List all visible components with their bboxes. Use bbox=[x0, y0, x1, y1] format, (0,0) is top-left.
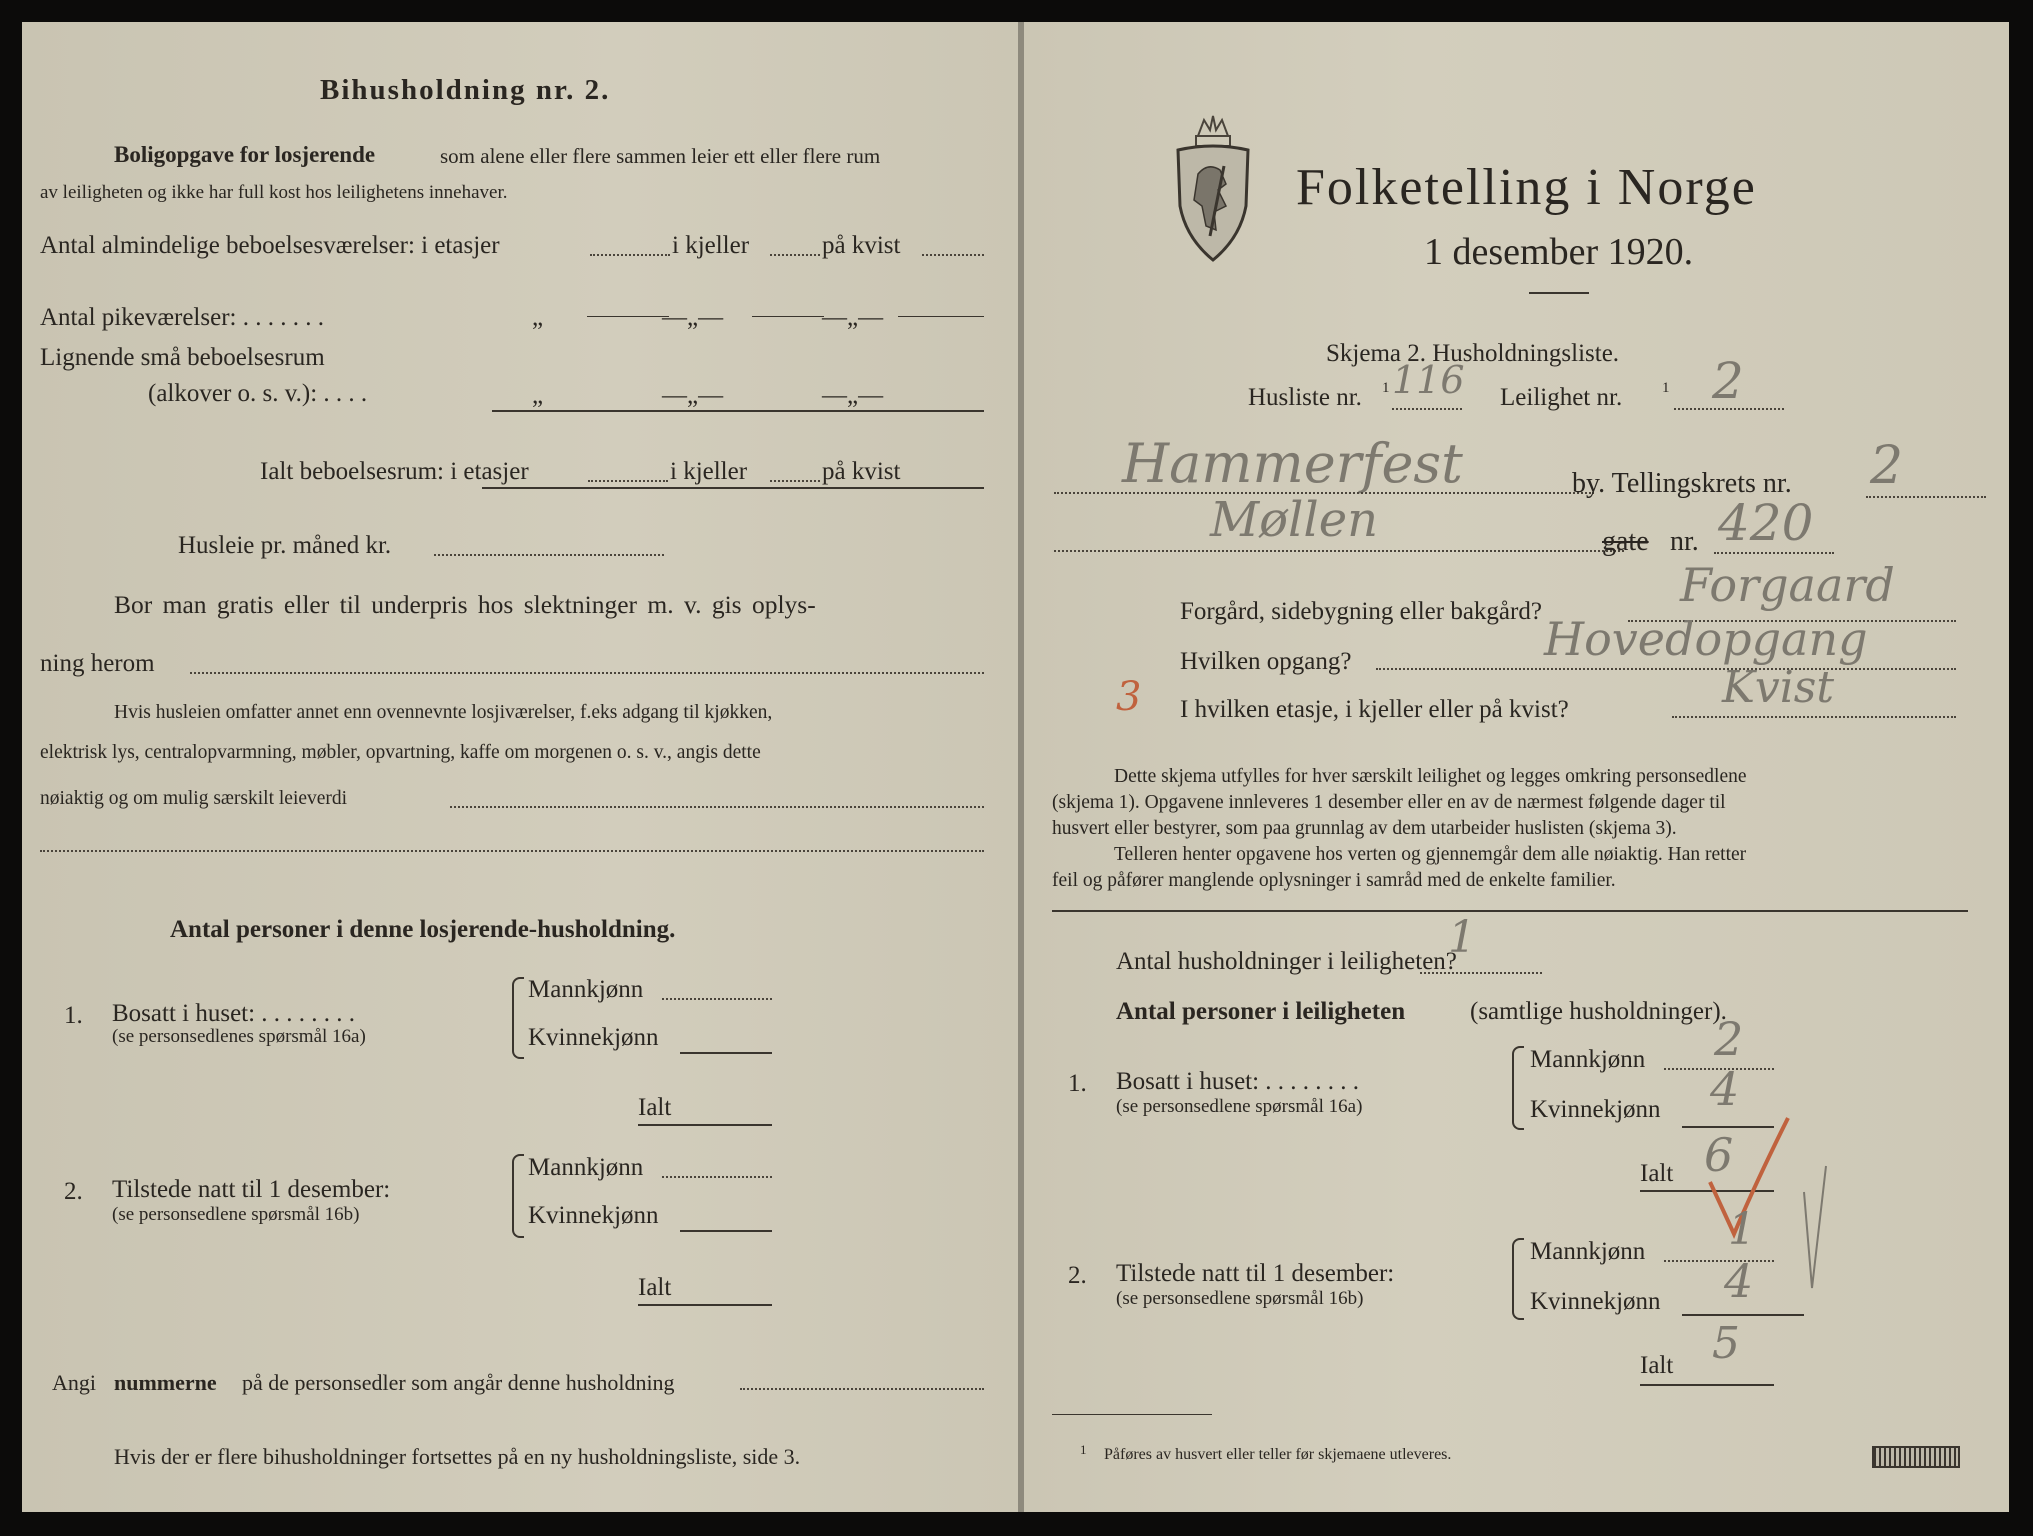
left-q1-mann: Mannkjønn bbox=[528, 976, 644, 1003]
rooms-kvist-line[interactable] bbox=[922, 254, 984, 256]
husleie-label: Husleie pr. måned kr. bbox=[178, 532, 392, 559]
leilighet-line bbox=[1674, 408, 1784, 410]
small-para-line2: elektrisk lys, centralopvarmning, møbler, opvartning, kaffe om morgenen o. s. v., angis dette bbox=[40, 742, 761, 763]
left-q1-ialt-line[interactable] bbox=[638, 1124, 772, 1126]
info-line3: husvert eller bestyrer, som paa grunnlag av dem utarbeider huslisten (skjema 3). bbox=[1052, 818, 1677, 839]
right-q2-ialt: Ialt bbox=[1640, 1352, 1674, 1379]
right-q1-ialt-value[interactable]: 6 bbox=[1704, 1128, 1734, 1182]
leilighet-label: Leilighet nr. bbox=[1500, 384, 1623, 411]
right-q2-ialt-line bbox=[1640, 1384, 1774, 1386]
right-q1-ialt: Ialt bbox=[1640, 1160, 1674, 1187]
left-q2-brace bbox=[512, 1154, 524, 1238]
gate-label: gate bbox=[1602, 526, 1649, 557]
right-q1-label: Bosatt i huset: . . . . . . . . bbox=[1116, 1068, 1360, 1095]
footnote-rule bbox=[1052, 1414, 1212, 1415]
small-para-line3: nøiaktig og om mulig særskilt leieverdi bbox=[40, 788, 348, 809]
info-line1: Dette skjema utfylles for hver særskilt leilighet og legges omkring personsedlene bbox=[1114, 766, 1747, 787]
left-q2-kvinne-line[interactable] bbox=[680, 1230, 772, 1232]
opgang-line bbox=[1376, 668, 1956, 670]
intro-bold: Boligopgave for losjerende bbox=[114, 142, 376, 167]
right-q1-mann: Mannkjønn bbox=[1530, 1046, 1646, 1073]
street-line bbox=[1054, 550, 1624, 552]
info-rule bbox=[1052, 910, 1968, 912]
left-q2-mann-line[interactable] bbox=[662, 1176, 772, 1178]
right-q1-kvinne: Kvinnekjønn bbox=[1530, 1096, 1661, 1123]
left-q2-mann: Mannkjønn bbox=[528, 1154, 644, 1181]
right-persons-bold: Antal personer i leiligheten bbox=[1116, 998, 1406, 1025]
alkover-ditto-2: —„— bbox=[662, 382, 724, 409]
leilighet-value[interactable]: 2 bbox=[1712, 352, 1744, 410]
alkover-ditto: „ bbox=[532, 382, 544, 409]
left-q1-sub: (se personsedlenes spørsmål 16a) bbox=[112, 1026, 366, 1047]
footnote-num: 1 bbox=[1080, 1442, 1087, 1457]
left-q1-ialt: Ialt bbox=[638, 1094, 672, 1121]
left-q2-ialt: Ialt bbox=[638, 1274, 672, 1301]
left-q1-kvinne: Kvinnekjønn bbox=[528, 1024, 659, 1051]
angi-line[interactable] bbox=[740, 1388, 984, 1390]
right-q1-num: 1. bbox=[1068, 1070, 1087, 1097]
left-q1-brace bbox=[512, 977, 524, 1059]
pike-line-2[interactable] bbox=[752, 316, 824, 317]
leieverdi-line-2[interactable] bbox=[40, 850, 984, 852]
nr-line bbox=[1714, 552, 1834, 554]
info-line4: Telleren henter opgavene hos verten og gjennemgår dem alle nøiaktig. Han retter bbox=[1114, 844, 1747, 865]
hush-label: Antal husholdninger i leiligheten? bbox=[1116, 948, 1457, 975]
census-title: Folketelling i Norge bbox=[1296, 159, 1757, 216]
lignende-label: Lignende små beboelsesrum bbox=[40, 344, 325, 371]
gratis-line1: Bor man gratis eller til underpris hos slektninger m. v. gis oplys- bbox=[114, 590, 816, 619]
alkover-ditto-3: —„— bbox=[822, 382, 884, 409]
info-line2: (skjema 1). Opgavene innleveres 1 desember eller en av de nærmest følgende dager til bbox=[1052, 792, 1726, 813]
leilighet-sup: 1 bbox=[1662, 380, 1670, 396]
rooms-kjeller: i kjeller bbox=[672, 232, 750, 259]
angi-pre: Angi bbox=[52, 1370, 96, 1395]
right-q2-brace bbox=[1512, 1238, 1524, 1320]
forgard-value[interactable]: Forgaard bbox=[1680, 558, 1895, 612]
rooms-kvist: på kvist bbox=[822, 232, 901, 259]
husliste-value[interactable]: 116 bbox=[1392, 358, 1465, 402]
etasje-value[interactable]: Kvist bbox=[1722, 662, 1835, 713]
left-q2-kvinne: Kvinnekjønn bbox=[528, 1202, 659, 1229]
left-footer: Hvis der er flere bihusholdninger fortsettes på en ny husholdningsliste, side 3. bbox=[114, 1444, 801, 1469]
rooms-kjeller-line[interactable] bbox=[770, 254, 820, 256]
husliste-line bbox=[1392, 408, 1462, 410]
street-value[interactable]: Møllen bbox=[1210, 492, 1379, 548]
right-q2-mann-line bbox=[1664, 1260, 1774, 1262]
opgang-label: Hvilken opgang? bbox=[1180, 648, 1352, 675]
ialt-rooms-label: Ialt beboelsesrum: i etasjer bbox=[260, 458, 529, 485]
right-q2-ialt-value[interactable]: 5 bbox=[1712, 1318, 1740, 1369]
bihusholdning-title: Bihusholdning nr. 2. bbox=[320, 74, 611, 106]
hush-line bbox=[1420, 972, 1542, 974]
right-q2-label: Tilstede natt til 1 desember: bbox=[1116, 1260, 1395, 1287]
right-q2-mann: Mannkjønn bbox=[1530, 1238, 1646, 1265]
pencil-tick-mark bbox=[1800, 1162, 1830, 1292]
right-page bbox=[1024, 22, 2009, 1512]
left-q1-mann-line[interactable] bbox=[662, 998, 772, 1000]
ialt-kvist: på kvist bbox=[822, 458, 901, 485]
by-label: by. Tellingskrets nr. bbox=[1572, 468, 1792, 499]
rooms-etasjer-line[interactable] bbox=[590, 254, 670, 256]
skjema-label: Skjema 2. Husholdningsliste. bbox=[1326, 340, 1620, 367]
husliste-label: Husliste nr. bbox=[1248, 384, 1362, 411]
left-q1-kvinne-line[interactable] bbox=[680, 1052, 772, 1054]
left-q2-ialt-line[interactable] bbox=[638, 1304, 772, 1306]
leieverdi-line[interactable] bbox=[450, 806, 984, 808]
pike-ditto: „ bbox=[532, 304, 544, 331]
opgang-value[interactable]: Hovedopgang bbox=[1544, 612, 1868, 666]
margin-mark: 3 bbox=[1116, 674, 1142, 720]
left-q1-label: Bosatt i huset: . . . . . . . . bbox=[112, 1000, 356, 1027]
intro-rest: som alene eller flere sammen leier ett eller flere rum bbox=[440, 144, 881, 168]
pike-ditto-2: —„— bbox=[662, 304, 724, 331]
krets-line bbox=[1866, 496, 1986, 498]
husliste-sup: 1 bbox=[1382, 380, 1390, 396]
right-q1-brace bbox=[1512, 1046, 1524, 1130]
info-line5: feil og påfører manglende oplysninger i samråd med de enkelte familier. bbox=[1052, 870, 1616, 891]
left-q2-sub: (se personsedlene spørsmål 16b) bbox=[112, 1204, 360, 1225]
alkover-label: (alkover o. s. v.): . . . . bbox=[148, 380, 368, 407]
right-q2-kvinne-value[interactable]: 4 bbox=[1724, 1254, 1754, 1308]
right-q1-sub: (se personsedlene spørsmål 16a) bbox=[1116, 1096, 1363, 1117]
left-persons-title: Antal personer i denne losjerende-husholdning. bbox=[170, 916, 676, 943]
pike-line-1[interactable] bbox=[587, 316, 669, 317]
angi-post: på de personsedler som angår denne husholdning bbox=[242, 1370, 675, 1395]
footnote-text: Påføres av husvert eller teller før skjemaene utleveres. bbox=[1104, 1446, 1452, 1463]
right-persons-rest: (samtlige husholdninger). bbox=[1470, 998, 1727, 1025]
gratis-line[interactable] bbox=[190, 672, 984, 674]
rooms-label: Antal almindelige beboelsesværelser: i etasjer bbox=[40, 232, 500, 259]
ialt-rule bbox=[482, 487, 984, 489]
right-q1-mann-value[interactable]: 2 bbox=[1714, 1012, 1744, 1066]
right-q2-mann-value[interactable]: 1 bbox=[1728, 1204, 1756, 1255]
city-value[interactable]: Hammerfest bbox=[1122, 432, 1463, 495]
etasje-line bbox=[1672, 716, 1956, 718]
pike-ditto-3: —„— bbox=[822, 304, 884, 331]
intro-line2: av leiligheten og ikke har full kost hos leilighetens innehaver. bbox=[40, 182, 508, 203]
pike-line-3[interactable] bbox=[898, 316, 984, 317]
nr-value[interactable]: 420 bbox=[1718, 494, 1814, 552]
left-q2-label: Tilstede natt til 1 desember: bbox=[112, 1176, 391, 1203]
left-q1-num: 1. bbox=[64, 1002, 83, 1029]
krets-value[interactable]: 2 bbox=[1870, 436, 1904, 496]
census-date: 1 desember 1920. bbox=[1424, 231, 1694, 273]
gratis-line2: ning herom bbox=[40, 650, 155, 677]
right-q2-num: 2. bbox=[1068, 1262, 1087, 1289]
right-q2-kvinne: Kvinnekjønn bbox=[1530, 1288, 1661, 1315]
angi-bold: nummerne bbox=[114, 1370, 217, 1395]
pike-label: Antal pikeværelser: . . . . . . . bbox=[40, 304, 324, 331]
left-q2-num: 2. bbox=[64, 1178, 83, 1205]
forgard-label: Forgård, sidebygning eller bakgård? bbox=[1180, 598, 1542, 625]
right-q2-kvinne-line bbox=[1682, 1314, 1804, 1316]
ialt-kjeller: i kjeller bbox=[670, 458, 748, 485]
right-q1-kvinne-value[interactable]: 4 bbox=[1710, 1062, 1740, 1116]
ialt-etasjer-line[interactable] bbox=[588, 480, 668, 482]
alkover-line[interactable] bbox=[492, 410, 984, 412]
hush-value[interactable]: 1 bbox=[1448, 912, 1476, 963]
right-q2-sub: (se personsedlene spørsmål 16b) bbox=[1116, 1288, 1364, 1309]
left-page bbox=[22, 22, 1020, 1512]
small-para-line1: Hvis husleien omfatter annet enn ovennevnte losjiværelser, f.eks adgang til kjøkken, bbox=[114, 702, 773, 723]
norwegian-lion-shield-icon bbox=[1170, 114, 1256, 264]
husleie-line[interactable] bbox=[434, 554, 664, 556]
ialt-kjeller-line[interactable] bbox=[770, 480, 820, 482]
printer-stamp-icon bbox=[1872, 1446, 1960, 1468]
title-rule bbox=[1529, 292, 1589, 294]
nr-label: nr. bbox=[1670, 526, 1699, 557]
etasje-label: I hvilken etasje, i kjeller eller på kvist? bbox=[1180, 696, 1569, 723]
